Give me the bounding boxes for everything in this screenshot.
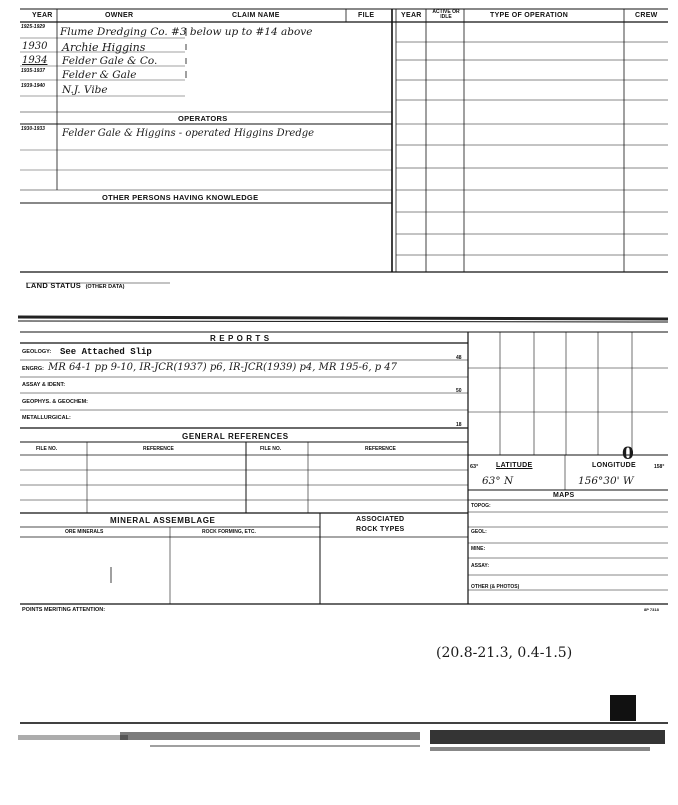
land-status-heading	[26, 275, 124, 293]
owner-year: 1925-1929	[21, 24, 45, 30]
owner-year: 1930	[22, 41, 48, 52]
ore-minerals-header: ORE MINERALS	[65, 529, 104, 535]
owner-name: Flume Dredging Co. #3 below up to #14 above	[60, 26, 313, 38]
latitude-value: 63° N	[482, 475, 514, 487]
rock-forming-header: ROCK FORMING, ETC.	[202, 529, 256, 535]
latitude-label: LATITUDE	[496, 462, 533, 469]
longitude-label: LONGITUDE	[592, 462, 636, 469]
associated-header: ASSOCIATED	[356, 516, 405, 523]
engrg-label: ENGRG:	[22, 366, 44, 372]
engrg-value: MR 64-1 pp 9-10, IR-JCR(1937) p6, IR-JCR(1939) p4, MR 195-6, p 47	[48, 362, 398, 373]
zero-mark: 0	[622, 444, 634, 464]
owner-name: Felder Gale & Co.	[62, 55, 158, 67]
owner-name: Felder & Gale	[62, 69, 137, 81]
gr-reference-header: REFERENCE	[143, 446, 174, 452]
owner-year: 1934	[22, 55, 48, 66]
maps-mine: MINE:	[471, 546, 486, 552]
header-type-of-operation: TYPE OF OPERATION	[490, 12, 569, 19]
header-year: YEAR	[32, 12, 53, 19]
general-references-title: GENERAL REFERENCES	[182, 432, 289, 441]
operator-year: 1930-1933	[21, 126, 45, 132]
coordinates-note: (20.8-21.3, 0.4-1.5)	[436, 645, 573, 661]
header-year-2: YEAR	[401, 12, 422, 19]
header-crew: CREW	[635, 12, 658, 19]
longitude-value: 156°30' W	[578, 475, 634, 487]
operators-title: OPERATORS	[178, 114, 228, 123]
mineral-assemblage-title: MINERAL ASSEMBLAGE	[110, 516, 216, 525]
gr-file-no-header-2: FILE NO.	[260, 446, 282, 452]
assay-label: ASSAY & IDENT:	[22, 382, 66, 388]
other-persons-title: OTHER PERSONS HAVING KNOWLEDGE	[102, 193, 259, 202]
land-status-label: LAND STATUS	[26, 281, 82, 290]
reports-title: R E P O R T S	[210, 334, 270, 343]
header-claim-name: CLAIM NAME	[232, 12, 280, 19]
lon-right-mark: 158°	[654, 464, 665, 470]
owner-name: N.J. Vibe	[62, 84, 108, 96]
gr-reference-header-2: REFERENCE	[365, 446, 396, 452]
metallurgical-label: METALLURGICAL:	[22, 415, 71, 421]
lat-left-mark: 63°	[470, 464, 479, 470]
margin-number: 48	[456, 355, 462, 361]
header-file: FILE	[358, 12, 375, 19]
operator-name: Felder Gale & Higgins - operated Higgins Dredge	[62, 128, 315, 139]
owner-year: 1939-1940	[21, 83, 45, 89]
geology-label: GEOLOGY:	[22, 349, 52, 355]
maps-assay: ASSAY:	[471, 563, 490, 569]
owner-year: 1935-1937	[21, 68, 45, 74]
header-owner: OWNER	[105, 12, 134, 19]
form-number: 8P 7318	[644, 607, 659, 612]
header-active-or-idle: ACTIVE OR IDLE	[432, 9, 460, 20]
maps-other: OTHER (& PHOTOS)	[471, 584, 520, 590]
maps-geol: GEOL:	[471, 529, 487, 535]
maps-title: MAPS	[553, 492, 575, 499]
owner-name: Archie Higgins	[62, 41, 146, 54]
geology-value: See Attached Slip	[60, 347, 152, 357]
points-meriting-attention: POINTS MERITING ATTENTION:	[22, 607, 106, 613]
land-status-sub: (OTHER DATA)	[85, 284, 125, 290]
gr-file-no-header: FILE NO.	[36, 446, 58, 452]
margin-number: 18	[456, 422, 462, 428]
margin-number: 50	[456, 388, 462, 394]
geophys-label: GEOPHYS. & GEOCHEM:	[22, 399, 89, 405]
rock-types-header: ROCK TYPES	[356, 526, 405, 533]
maps-topog: TOPOG:	[471, 503, 491, 509]
